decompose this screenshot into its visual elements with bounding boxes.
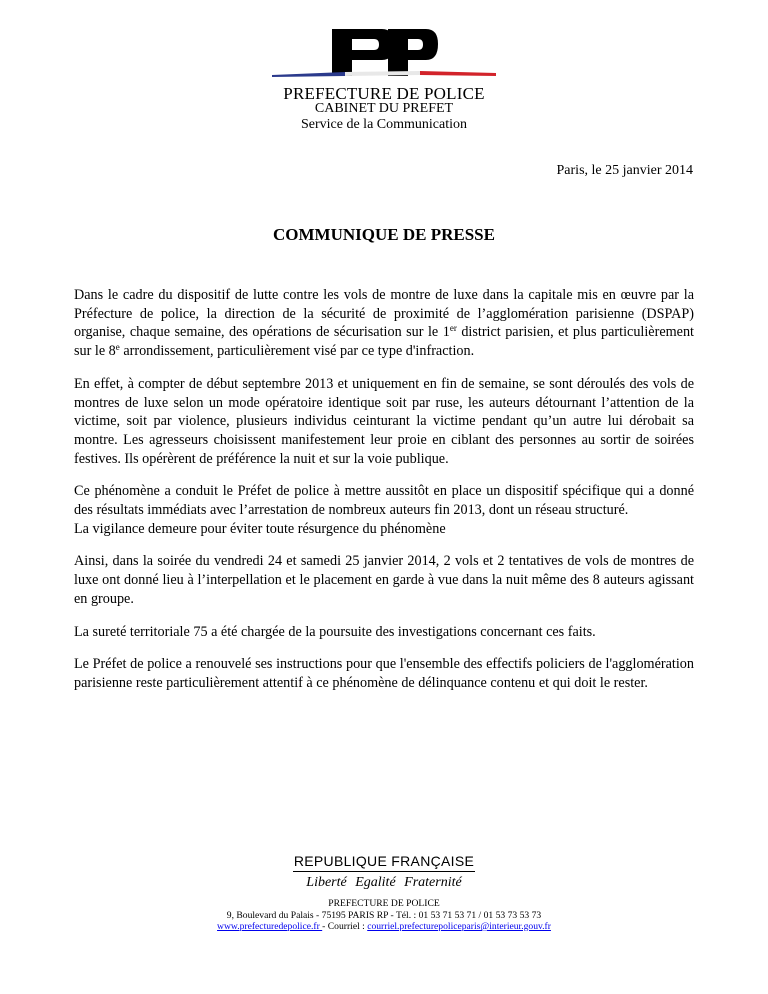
date-line: Paris, le 25 janvier 2014 [556,163,693,178]
paragraph-5: La sureté territoriale 75 a été chargée de la poursuite des investigations concernant ces faits. [74,623,596,640]
republique-label: REPUBLIQUE FRANÇAISE [293,853,475,869]
motto: Liberté Egalité Fraternité [306,875,462,890]
body-text [74,286,694,707]
footer-org: PREFECTURE DE POLICE [328,898,440,909]
website-link[interactable]: www.prefecturedepolice.fr [217,921,323,932]
paragraph-1: Dans le cadre du dispositif de lutte contre les vols de montre de luxe dans la capitale mis en œuvre par la Préfecture de police, la direction de la sécurité de proximité de l’agglomération parisienne (DSPAP) organise, chaque semaine, des opérations de sécurisation sur le 1er district parisien, et plus particulièrement sur le 8e arrondissement, particulièrement visé par ce type d'infraction. [74,287,694,360]
divider [293,871,475,872]
footer [0,898,768,933]
paragraph-4: Ainsi, dans la soirée du vendredi 24 et samedi 25 janvier 2014, 2 vols et 2 tentatives de vols de montres de luxe ont donné lieu à l’interpellation et le placement en garde à vue dans la nuit même des 8 auteurs agissant en groupe. [74,553,694,607]
republique-francaise-logo [0,853,768,891]
paragraph-2: En effet, à compter de début septembre 2013 et uniquement en fin de semaine, se sont déroulés des vols de montres de luxe selon un mode opératoire identique soit par ruse, les auteurs détournant l’attention de la victime, soit par violence, plusieurs individus ceinturant la victime pendant qu’un autre lui dérobait sa montre. Les agresseurs choisissent manifestement leur proie en ciblant des personnes au sortir de soirées festives. Ils opérèrent de préférence la nuit et sur la voie publique. [74,375,694,467]
footer-address: 9, Boulevard du Palais - 75195 PARIS RP - Tél. : 01 53 71 53 71 / 01 53 73 53 73 [226,909,542,921]
footer-links [0,921,768,933]
service-name: Service de la Communication [300,117,467,132]
logo-right-p-icon [388,29,438,76]
paragraph-6: Le Préfet de police a renouvelé ses instructions pour que l'ensemble des effectifs policiers de l'agglomération parisienne reste particulièrement attentif à ce phénomène de délinquance contenu et qui doit le rester. [74,656,694,691]
logo-left-p-icon [332,29,394,76]
paragraph-3: Ce phénomène a conduit le Préfet de police à mettre aussitôt en place un dispositif spécifique qui a donné des résultats immédiats avec l’arrestation de nombreux auteurs fin 2013, dont un réseau structuré. [74,483,694,519]
email-link[interactable]: courriel.prefecturepoliceparis@interieur.gouv.fr [367,921,551,932]
cabinet-name: CABINET DU PREFET [314,101,454,116]
tricolour-stripe-icon [272,71,496,77]
org-name: PREFECTURE DE POLICE [283,84,485,103]
page-title: COMMUNIQUE DE PRESSE [273,225,495,244]
courriel-label: - Courriel : [322,921,368,932]
paragraph-3b: La vigilance demeure pour éviter toute résurgence du phénomène [74,520,446,537]
